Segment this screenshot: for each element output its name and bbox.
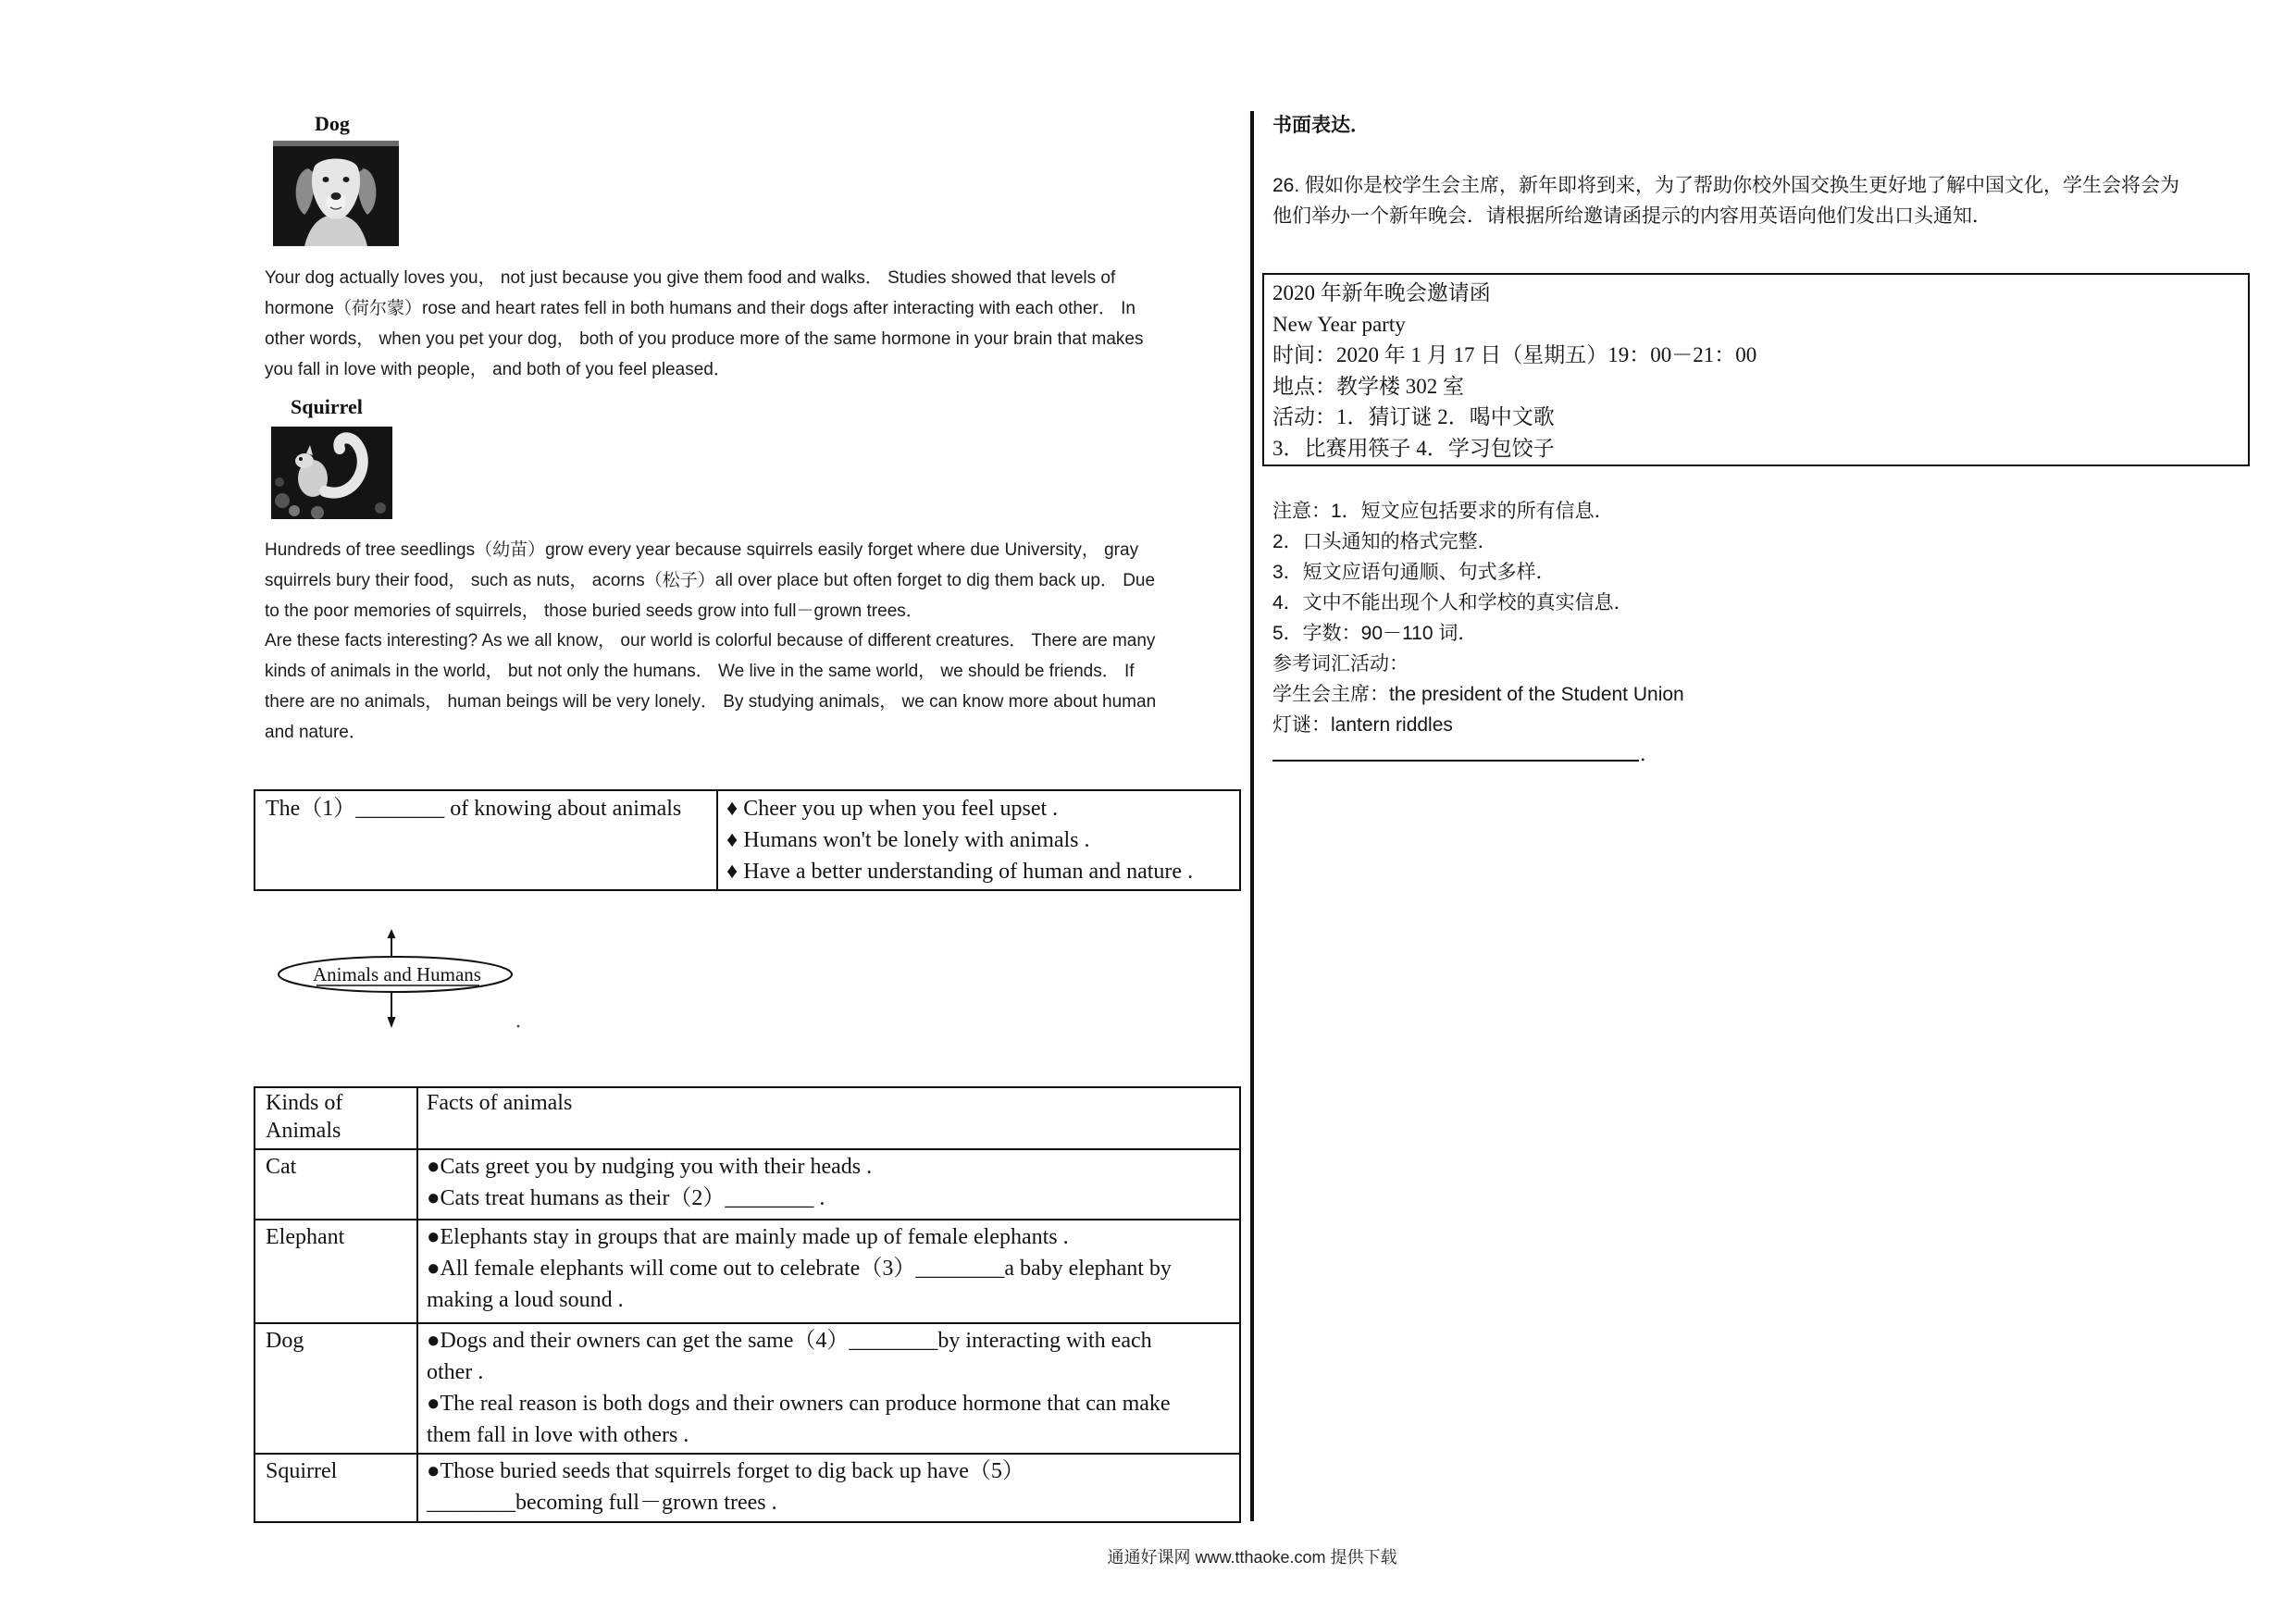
vocab-heading: 参考词汇活动： <box>1272 653 1409 675</box>
row-kind-cat <box>255 1150 418 1220</box>
dog-photo-caption: Dog <box>315 112 350 135</box>
paragraph-line: squirrels bury their food， such as nuts， acorns（松子）all over place but often forget to dig them back up． Due <box>265 570 1156 590</box>
benefit-item: ♦ Have a better understanding of human and nature . <box>726 860 1194 884</box>
fact-line: ●Those buried seeds that squirrels forget to dig back up have（5） <box>427 1459 1024 1483</box>
squirrel-paragraph <box>265 536 1156 749</box>
paragraph-line: kinds of animals in the world， but not only the humans． We live in the same world， we should be friends． If <box>265 662 1135 682</box>
header-kinds-line: Animals <box>266 1119 341 1143</box>
row-facts-squirrel <box>418 1455 1239 1521</box>
squirrel-photo-caption: Squirrel <box>291 395 363 418</box>
vocab-line: 学生会主席：the president of the Student Union <box>1272 684 1684 705</box>
note-line: 4．文中不能出现个人和学校的真实信息． <box>1272 592 1633 613</box>
benefit-item: ♦ Humans won't be lonely with animals . <box>726 828 1090 852</box>
dog-photo <box>273 141 399 246</box>
row-kind-dog <box>255 1324 418 1455</box>
prompt-line: 26. 假如你是校学生会主席，新年即将到来，为了帮助你校外国交换生更好地了解中国文化，学生会将会为 <box>1272 175 2180 196</box>
writing-section-title: 书面表达． <box>1272 115 1370 136</box>
row-facts-cat <box>418 1150 1239 1220</box>
fact-line: ●Cats treat humans as their（2）________ . <box>427 1186 825 1210</box>
squirrel-photo <box>271 427 392 519</box>
row-facts-elephant <box>418 1220 1239 1324</box>
invitation-place: 地点：教学楼 302 室 <box>1272 374 1464 398</box>
up-arrow-icon <box>388 929 396 957</box>
writing-notes <box>1272 496 1684 740</box>
row-kind-squirrel <box>255 1455 418 1521</box>
benefits-table-left-cell <box>255 791 718 889</box>
blank-1-prompt: The（1）________ of knowing about animals <box>266 797 682 821</box>
animals-humans-diagram <box>268 921 537 1041</box>
section-heading <box>1272 110 1370 141</box>
animal-kind-label: Squirrel <box>266 1459 338 1483</box>
paragraph-line: you fall in love with people， and both of you feel pleased． <box>265 360 731 379</box>
down-arrow-icon <box>388 992 396 1028</box>
paragraph-line: hormone（荷尔蒙）rose and heart rates fell in both humans and their dogs after interacting with each other． In <box>265 299 1136 318</box>
note-line: 3．短文应语句通顺、句式多样． <box>1272 562 1556 583</box>
benefit-item: ♦ Cheer you up when you feel upset . <box>726 797 1059 821</box>
header-facts-label: Facts of animals <box>427 1091 573 1115</box>
writing-prompt <box>1272 170 2179 231</box>
invitation-time: 时间：2020 年 1 月 17 日（星期五）19：00－21：00 <box>1272 343 1757 366</box>
dog-paragraph <box>265 263 1143 385</box>
fact-line: making a loud sound . <box>427 1288 624 1312</box>
paragraph-line: to the poor memories of squirrels， those buried seeds grow into full－grown trees． <box>265 601 924 621</box>
fact-line: them fall in love with others . <box>427 1423 689 1447</box>
fact-line: ●Dogs and their owners can get the same（4）________by interacting with each <box>427 1329 1152 1353</box>
fact-line: ●All female elephants will come out to celebrate（3）________a baby elephant by <box>427 1257 1172 1281</box>
paragraph-line: other words， when you pet your dog， both of you produce more of the same hormone in your brain that makes <box>265 329 1144 349</box>
animal-facts-table <box>254 1086 1241 1523</box>
header-facts-cell <box>418 1088 1239 1150</box>
vocab-line: 灯谜：lantern riddles <box>1272 714 1453 736</box>
fact-line: ●The real reason is both dogs and their owners can produce hormone that can make <box>427 1392 1171 1416</box>
invitation-line: New Year party <box>1272 312 1406 336</box>
page-footer: 通通好课网 www.tthaoke.com 提供下载 <box>1107 1548 1397 1567</box>
invitation-activities: 3．比赛用筷子 4．学习包饺子 <box>1272 436 1555 460</box>
paragraph-line: Are these facts interesting? As we all know， our world is colorful because of different creatures． There are many <box>265 631 1156 651</box>
diagram-label: Animals and Humans <box>313 963 481 985</box>
paragraph-line: and nature． <box>265 722 366 742</box>
benefits-table <box>254 789 1241 891</box>
row-kind-elephant <box>255 1220 418 1324</box>
header-kinds-line: Kinds of <box>266 1091 343 1115</box>
fact-line: other . <box>427 1360 484 1384</box>
invitation-box <box>1262 273 2250 466</box>
answer-blank-end: ． <box>1640 744 1659 765</box>
header-kinds-cell <box>255 1088 418 1150</box>
animal-kind-label: Dog <box>266 1329 304 1353</box>
column-divider <box>1250 111 1254 1521</box>
invitation-activities: 活动：1．猜订谜 2．喝中文歌 <box>1272 405 1555 428</box>
fact-line: ●Elephants stay in groups that are mainly made up of female elephants . <box>427 1225 1069 1249</box>
note-line: 5．字数：90－110 词． <box>1272 623 1478 644</box>
note-line: 注意：1．短文应包括要求的所有信息． <box>1272 501 1614 522</box>
invitation-title: 2020 年新年晚会邀请函 <box>1272 281 1491 304</box>
fact-line: ●Cats greet you by nudging you with their heads . <box>427 1155 873 1179</box>
answer-blank-line <box>1272 760 1639 762</box>
paragraph-line: there are no animals， human beings will be very lonely． By studying animals， we can know more about human <box>265 691 1157 712</box>
row-facts-dog <box>418 1324 1239 1455</box>
benefits-table-right-cell <box>718 791 1239 889</box>
animal-kind-label: Elephant <box>266 1225 345 1249</box>
note-line: 2．口头通知的格式完整． <box>1272 531 1497 552</box>
stray-dot <box>517 1025 520 1028</box>
paragraph-line: Hundreds of tree seedlings（幼苗）grow every year because squirrels easily forget where due University， gray <box>265 540 1139 560</box>
prompt-line: 他们举办一个新年晚会．请根据所给邀请函提示的内容用英语向他们发出口头通知． <box>1272 205 1992 227</box>
fact-line: ________becoming full－grown trees . <box>427 1491 777 1515</box>
paragraph-line: Your dog actually loves you， not just because you give them food and walks． Studies showed that levels of <box>265 268 1116 288</box>
animal-kind-label: Cat <box>266 1155 297 1179</box>
